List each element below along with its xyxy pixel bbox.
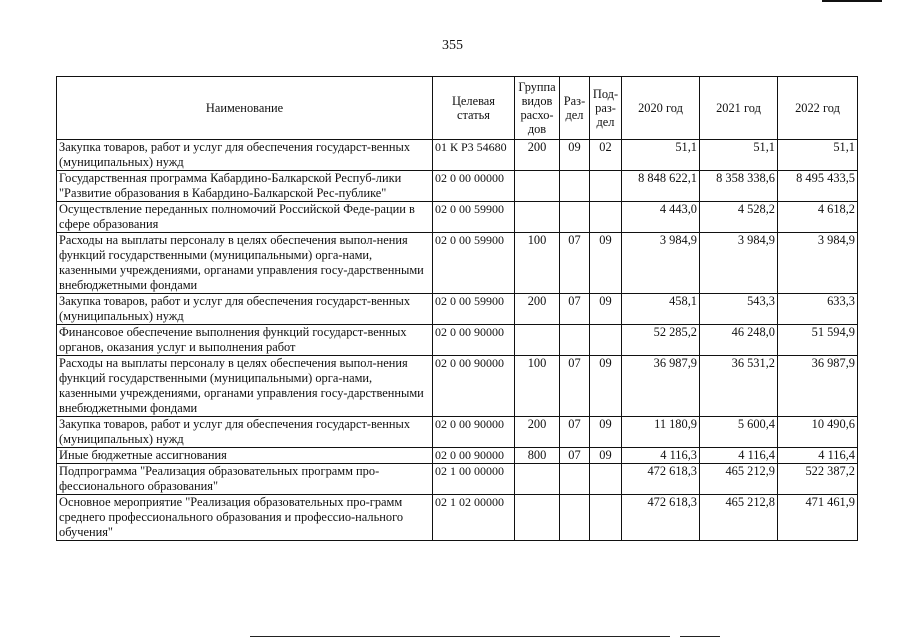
- row-subsection: 09: [590, 356, 622, 417]
- header-2021: 2021 год: [700, 77, 778, 140]
- row-group: [515, 171, 560, 202]
- row-2020: 4 443,0: [622, 202, 700, 233]
- row-group: [515, 325, 560, 356]
- row-group: [515, 202, 560, 233]
- row-section: 07: [560, 417, 590, 448]
- row-group: 100: [515, 233, 560, 294]
- row-code: 02 0 00 90000: [433, 356, 515, 417]
- row-name: Расходы на выплаты персоналу в целях обеспечения выпол-нения функций государственными (муниципальными) орга-нами, казенными учреждениями, органами управления госу-дарственными внебюджетными фондами: [57, 356, 433, 417]
- row-subsection: [590, 325, 622, 356]
- row-section: [560, 464, 590, 495]
- row-2021: 8 358 338,6: [700, 171, 778, 202]
- row-subsection: 09: [590, 294, 622, 325]
- row-name: Закупка товаров, работ и услуг для обеспечения государст-венных (муниципальных) нужд: [57, 417, 433, 448]
- row-section: [560, 202, 590, 233]
- row-code: 02 0 00 90000: [433, 325, 515, 356]
- table-row: [57, 325, 858, 356]
- row-code: 02 1 00 00000: [433, 464, 515, 495]
- row-name: Расходы на выплаты персоналу в целях обеспечения выпол-нения функций государственными (муниципальными) орга-нами, казенными учреждениями, органами управления госу-дарственными внебюджетными фондами: [57, 233, 433, 294]
- row-section: 07: [560, 448, 590, 464]
- row-name: Иные бюджетные ассигнования: [57, 448, 433, 464]
- budget-table: [56, 76, 858, 541]
- row-code: 02 0 00 59900: [433, 294, 515, 325]
- header-section: Раз-дел: [560, 77, 590, 140]
- row-section: [560, 325, 590, 356]
- row-group: 100: [515, 356, 560, 417]
- table-row: [57, 356, 858, 417]
- row-code: 02 0 00 00000: [433, 171, 515, 202]
- row-section: [560, 495, 590, 541]
- row-2021: 4 116,4: [700, 448, 778, 464]
- header-name: Наименование: [57, 77, 433, 140]
- row-name: Закупка товаров, работ и услуг для обеспечения государст-венных (муниципальных) нужд: [57, 140, 433, 171]
- bottom-rule: [250, 636, 670, 637]
- row-subsection: [590, 464, 622, 495]
- row-2020: 36 987,9: [622, 356, 700, 417]
- table-row: [57, 202, 858, 233]
- row-subsection: 02: [590, 140, 622, 171]
- row-group: 800: [515, 448, 560, 464]
- header-group: Группа видов расхо-дов: [515, 77, 560, 140]
- header-2020: 2020 год: [622, 77, 700, 140]
- row-code: 02 0 00 90000: [433, 448, 515, 464]
- row-section: 07: [560, 294, 590, 325]
- bottom-rule-short: [680, 636, 720, 637]
- row-2020: 11 180,9: [622, 417, 700, 448]
- row-name: Финансовое обеспечение выполнения функций государст-венных органов, оказания услуг и выполнения работ: [57, 325, 433, 356]
- row-name: Подпрограмма "Реализация образовательных программ про-фессионального образования": [57, 464, 433, 495]
- row-subsection: 09: [590, 233, 622, 294]
- row-group: 200: [515, 294, 560, 325]
- row-2022: 51 594,9: [778, 325, 858, 356]
- table-row: [57, 140, 858, 171]
- row-group: [515, 495, 560, 541]
- row-2021: 36 531,2: [700, 356, 778, 417]
- header-code: Целевая статья: [433, 77, 515, 140]
- row-code: 02 0 00 59900: [433, 233, 515, 294]
- row-section: 07: [560, 356, 590, 417]
- row-2020: 3 984,9: [622, 233, 700, 294]
- row-2022: 471 461,9: [778, 495, 858, 541]
- row-2020: 8 848 622,1: [622, 171, 700, 202]
- top-rule: [822, 0, 882, 2]
- row-2021: 543,3: [700, 294, 778, 325]
- table-header-row: [57, 77, 858, 140]
- row-name: Основное мероприятие "Реализация образовательных про-грамм среднего профессионального образования и профессио-нального обучения": [57, 495, 433, 541]
- row-group: 200: [515, 417, 560, 448]
- table-row: [57, 294, 858, 325]
- row-2021: 465 212,9: [700, 464, 778, 495]
- row-2020: 472 618,3: [622, 464, 700, 495]
- row-section: 07: [560, 233, 590, 294]
- row-2022: 522 387,2: [778, 464, 858, 495]
- row-name: Государственная программа Кабардино-Балкарской Респуб-лики "Развитие образования в Кабардино-Балкарской Рес-публике": [57, 171, 433, 202]
- row-2021: 5 600,4: [700, 417, 778, 448]
- row-2022: 8 495 433,5: [778, 171, 858, 202]
- row-section: [560, 171, 590, 202]
- row-name: Закупка товаров, работ и услуг для обеспечения государст-венных (муниципальных) нужд: [57, 294, 433, 325]
- row-2022: 51,1: [778, 140, 858, 171]
- row-subsection: 09: [590, 448, 622, 464]
- table-row: [57, 417, 858, 448]
- row-section: 09: [560, 140, 590, 171]
- table-row: [57, 171, 858, 202]
- row-2020: 472 618,3: [622, 495, 700, 541]
- row-2022: 10 490,6: [778, 417, 858, 448]
- header-2022: 2022 год: [778, 77, 858, 140]
- row-2022: 4 618,2: [778, 202, 858, 233]
- row-subsection: [590, 171, 622, 202]
- row-2022: 4 116,4: [778, 448, 858, 464]
- row-2020: 4 116,3: [622, 448, 700, 464]
- row-subsection: [590, 202, 622, 233]
- row-subsection: [590, 495, 622, 541]
- row-group: 200: [515, 140, 560, 171]
- table-row: [57, 233, 858, 294]
- table-row: [57, 495, 858, 541]
- table-row: [57, 448, 858, 464]
- row-2021: 465 212,8: [700, 495, 778, 541]
- header-subsection: Под-раз-дел: [590, 77, 622, 140]
- row-code: 01 К Р3 54680: [433, 140, 515, 171]
- row-name: Осуществление переданных полномочий Российской Феде-рации в сфере образования: [57, 202, 433, 233]
- page-number: 355: [442, 38, 463, 53]
- row-2022: 36 987,9: [778, 356, 858, 417]
- row-2021: 4 528,2: [700, 202, 778, 233]
- row-2021: 51,1: [700, 140, 778, 171]
- row-code: 02 1 02 00000: [433, 495, 515, 541]
- row-2022: 633,3: [778, 294, 858, 325]
- table-row: [57, 464, 858, 495]
- row-2022: 3 984,9: [778, 233, 858, 294]
- row-code: 02 0 00 59900: [433, 202, 515, 233]
- row-code: 02 0 00 90000: [433, 417, 515, 448]
- row-2020: 52 285,2: [622, 325, 700, 356]
- row-2020: 51,1: [622, 140, 700, 171]
- row-2021: 46 248,0: [700, 325, 778, 356]
- row-group: [515, 464, 560, 495]
- row-subsection: 09: [590, 417, 622, 448]
- row-2020: 458,1: [622, 294, 700, 325]
- row-2021: 3 984,9: [700, 233, 778, 294]
